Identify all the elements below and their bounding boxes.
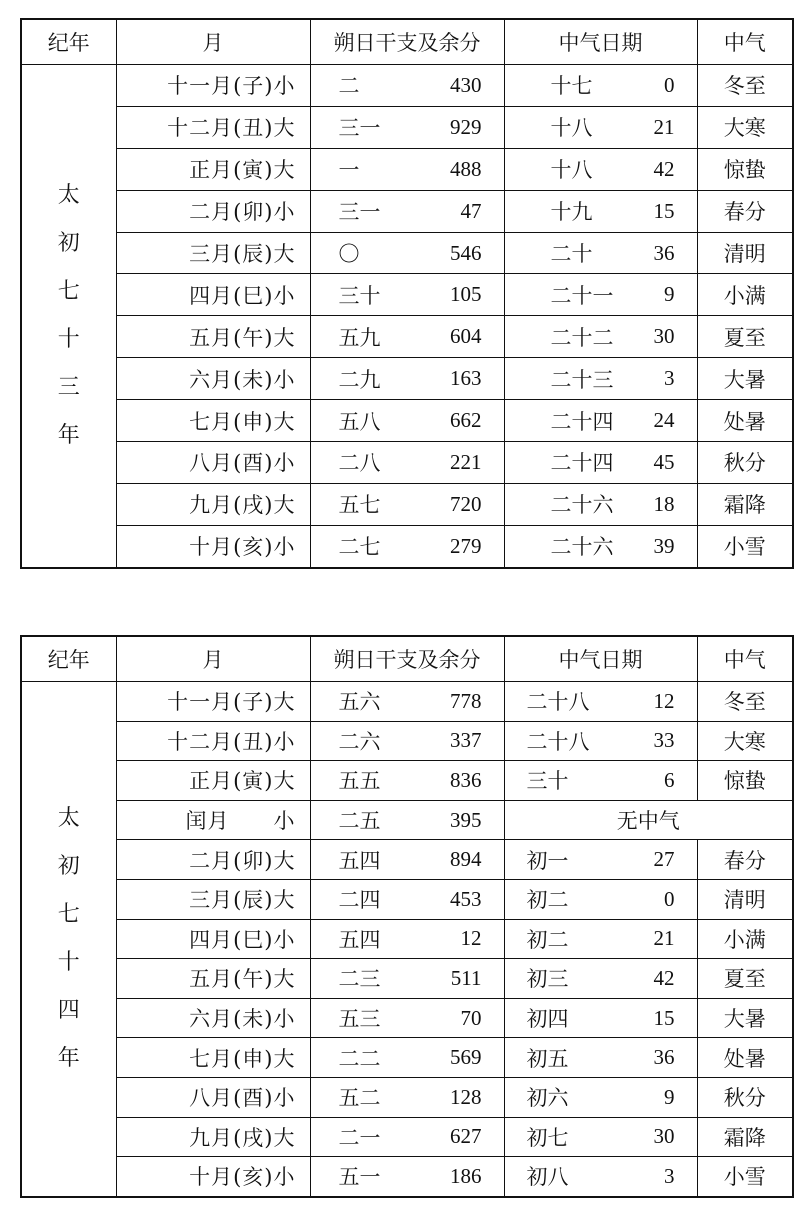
month-cell: 十一月(子)小 — [116, 65, 310, 107]
table-row — [21, 1157, 793, 1197]
calendar-table-year-74 — [20, 635, 794, 1198]
table-row — [21, 1117, 793, 1157]
zhongqi-remainder: 3 — [664, 1163, 675, 1188]
syzygy-cell — [310, 190, 504, 232]
syzygy-cell — [310, 761, 504, 801]
zhongqi-remainder: 6 — [664, 767, 675, 792]
zhongqi-name-cell: 冬至 — [697, 682, 793, 722]
zhongqi-date-cell — [504, 919, 697, 959]
zhongqi-remainder: 0 — [664, 72, 675, 97]
zhongqi-name-cell: 小雪 — [697, 525, 793, 567]
zhongqi-name-cell: 大寒 — [697, 106, 793, 148]
zhongqi-date-cell — [504, 525, 697, 567]
zhongqi-name-cell: 小满 — [697, 919, 793, 959]
zhongqi-remainder: 39 — [653, 533, 675, 558]
zhongqi-date-cell — [504, 232, 697, 274]
syzygy-cell — [310, 148, 504, 190]
zhongqi-date-cell — [504, 721, 697, 761]
remainder-value: 12 — [460, 926, 482, 951]
syzygy-cell — [310, 682, 504, 722]
table-row — [21, 148, 793, 190]
month-cell: 四月(巳)小 — [116, 274, 310, 316]
month-cell: 六月(未)小 — [116, 998, 310, 1038]
zhongqi-name-cell: 小雪 — [697, 1157, 793, 1197]
zhongqi-day: 初一 — [526, 848, 569, 873]
zhongqi-date-cell — [504, 483, 697, 525]
zhongqi-date-cell — [504, 190, 697, 232]
zhongqi-day: 初二 — [526, 927, 569, 952]
zhongqi-remainder: 30 — [653, 1124, 675, 1149]
month-cell: 八月(酉)小 — [116, 442, 310, 484]
header-syzygy: 朔日干支及余分 — [310, 636, 504, 682]
era-cell — [21, 65, 116, 568]
zhongqi-day: 二十八 — [526, 729, 590, 754]
syzygy-cell — [310, 721, 504, 761]
ganzhi-value: 五三 — [338, 1007, 381, 1032]
zhongqi-day: 二十六 — [550, 493, 614, 518]
zhongqi-day: 二十二 — [550, 325, 614, 350]
remainder-value: 546 — [450, 240, 482, 265]
zhongqi-date-cell — [504, 316, 697, 358]
header-zhongqi: 中气 — [697, 636, 793, 682]
remainder-value: 894 — [450, 847, 482, 872]
zhongqi-day: 三十 — [526, 769, 569, 794]
syzygy-cell — [310, 800, 504, 840]
ganzhi-value: 二七 — [338, 535, 381, 560]
table-row — [21, 959, 793, 999]
zhongqi-remainder: 9 — [664, 1084, 675, 1109]
header-era: 纪年 — [21, 19, 116, 65]
remainder-value: 836 — [450, 767, 482, 792]
zhongqi-date-cell — [504, 1117, 697, 1157]
zhongqi-day: 初三 — [526, 967, 569, 992]
zhongqi-remainder: 45 — [653, 449, 675, 474]
zhongqi-remainder: 15 — [653, 1005, 675, 1030]
ganzhi-value: 五九 — [338, 325, 381, 350]
era-char: 十 — [57, 949, 80, 975]
ganzhi-value: 五七 — [338, 493, 381, 518]
zhongqi-date-cell — [504, 400, 697, 442]
zhongqi-date-cell — [504, 65, 697, 107]
month-cell: 闰月 小 — [116, 800, 310, 840]
zhongqi-name-cell: 冬至 — [697, 65, 793, 107]
era-char: 年 — [57, 422, 80, 448]
era-char: 太 — [57, 805, 80, 831]
zhongqi-remainder: 0 — [664, 886, 675, 911]
month-cell: 三月(辰)大 — [116, 879, 310, 919]
era-char: 初 — [57, 853, 80, 879]
table-row — [21, 442, 793, 484]
era-char: 三 — [57, 374, 80, 400]
era-char: 七 — [57, 278, 80, 304]
ganzhi-value: 二四 — [338, 888, 381, 913]
zhongqi-name-cell: 秋分 — [697, 1077, 793, 1117]
zhongqi-name-cell: 大暑 — [697, 358, 793, 400]
zhongqi-day: 初七 — [526, 1125, 569, 1150]
zhongqi-day: 十九 — [550, 200, 593, 225]
month-cell: 五月(午)大 — [116, 959, 310, 999]
header-row — [21, 19, 793, 65]
table-row — [21, 879, 793, 919]
ganzhi-value: 二一 — [338, 1125, 381, 1150]
era-char: 初 — [57, 230, 80, 256]
remainder-value: 47 — [460, 198, 482, 223]
syzygy-cell — [310, 483, 504, 525]
header-zhongqi-date: 中气日期 — [504, 19, 697, 65]
zhongqi-remainder: 15 — [653, 198, 675, 223]
remainder-value: 105 — [450, 282, 482, 307]
syzygy-cell — [310, 525, 504, 567]
zhongqi-day: 十七 — [550, 74, 593, 99]
zhongqi-day: 二十三 — [550, 367, 614, 392]
zhongqi-day: 十八 — [550, 116, 593, 141]
remainder-value: 128 — [450, 1084, 482, 1109]
remainder-value: 662 — [450, 408, 482, 433]
zhongqi-name-cell: 处暑 — [697, 400, 793, 442]
month-cell: 正月(寅)大 — [116, 148, 310, 190]
ganzhi-value: 五二 — [338, 1086, 381, 1111]
zhongqi-day: 初二 — [526, 888, 569, 913]
syzygy-cell — [310, 879, 504, 919]
table-row — [21, 106, 793, 148]
remainder-value: 279 — [450, 533, 482, 558]
zhongqi-date-cell — [504, 1157, 697, 1197]
zhongqi-remainder: 21 — [653, 114, 675, 139]
month-cell: 十二月(丑)小 — [116, 721, 310, 761]
zhongqi-day: 初四 — [526, 1007, 569, 1032]
remainder-value: 929 — [450, 114, 482, 139]
month-cell: 四月(巳)小 — [116, 919, 310, 959]
ganzhi-value: 三十 — [338, 283, 381, 308]
month-cell: 十月(亥)小 — [116, 1157, 310, 1197]
month-cell: 七月(申)大 — [116, 400, 310, 442]
zhongqi-date-cell — [504, 998, 697, 1038]
era-char: 七 — [57, 901, 80, 927]
zhongqi-remainder: 3 — [664, 366, 675, 391]
era-char: 太 — [57, 182, 80, 208]
zhongqi-remainder: 30 — [653, 324, 675, 349]
zhongqi-day: 十八 — [550, 158, 593, 183]
remainder-value: 186 — [450, 1163, 482, 1188]
zhongqi-name-cell: 清明 — [697, 232, 793, 274]
table-row — [21, 316, 793, 358]
header-zhongqi: 中气 — [697, 19, 793, 65]
table-row — [21, 998, 793, 1038]
month-cell: 九月(戌)大 — [116, 1117, 310, 1157]
zhongqi-day: 初八 — [526, 1165, 569, 1190]
syzygy-cell — [310, 232, 504, 274]
syzygy-cell — [310, 274, 504, 316]
table-row — [21, 761, 793, 801]
table-row — [21, 400, 793, 442]
zhongqi-remainder: 33 — [653, 728, 675, 753]
zhongqi-name-cell: 秋分 — [697, 442, 793, 484]
month-cell: 九月(戌)大 — [116, 483, 310, 525]
month-cell: 二月(卯)小 — [116, 190, 310, 232]
era-char: 年 — [57, 1045, 80, 1071]
zhongqi-date-cell — [504, 274, 697, 316]
header-month: 月 — [116, 636, 310, 682]
month-cell: 七月(申)大 — [116, 1038, 310, 1078]
syzygy-cell — [310, 400, 504, 442]
zhongqi-day: 初六 — [526, 1086, 569, 1111]
ganzhi-value: 三一 — [338, 116, 381, 141]
zhongqi-date-cell — [504, 1038, 697, 1078]
zhongqi-name-cell: 小满 — [697, 274, 793, 316]
remainder-value: 337 — [450, 728, 482, 753]
ganzhi-value: 二六 — [338, 729, 381, 754]
table-row — [21, 1038, 793, 1078]
month-cell: 二月(卯)大 — [116, 840, 310, 880]
zhongqi-date-cell — [504, 148, 697, 190]
zhongqi-date-cell — [504, 959, 697, 999]
era-char: 四 — [57, 997, 80, 1023]
syzygy-cell — [310, 106, 504, 148]
table-row — [21, 358, 793, 400]
ganzhi-value: 五四 — [338, 848, 381, 873]
table-row — [21, 525, 793, 567]
table-row — [21, 483, 793, 525]
ganzhi-value: 二 — [338, 74, 360, 99]
zhongqi-name-cell: 霜降 — [697, 483, 793, 525]
zhongqi-name-cell: 夏至 — [697, 316, 793, 358]
ganzhi-value: 二九 — [338, 367, 381, 392]
zhongqi-remainder: 42 — [653, 156, 675, 181]
table-row — [21, 232, 793, 274]
month-cell: 十一月(子)大 — [116, 682, 310, 722]
zhongqi-day: 二十八 — [526, 690, 590, 715]
syzygy-cell — [310, 959, 504, 999]
zhongqi-name-cell: 清明 — [697, 879, 793, 919]
remainder-value: 395 — [450, 807, 482, 832]
table-row — [21, 721, 793, 761]
remainder-value: 569 — [450, 1045, 482, 1070]
zhongqi-name-cell: 处暑 — [697, 1038, 793, 1078]
month-cell: 十月(亥)小 — [116, 525, 310, 567]
ganzhi-value: 五四 — [338, 927, 381, 952]
syzygy-cell — [310, 1077, 504, 1117]
table-row — [21, 800, 793, 840]
month-cell: 正月(寅)大 — [116, 761, 310, 801]
zhongqi-remainder: 18 — [653, 491, 675, 516]
month-cell: 三月(辰)大 — [116, 232, 310, 274]
syzygy-cell — [310, 1157, 504, 1197]
zhongqi-date-cell — [504, 682, 697, 722]
remainder-value: 604 — [450, 324, 482, 349]
month-cell: 十二月(丑)大 — [116, 106, 310, 148]
remainder-value: 453 — [450, 886, 482, 911]
zhongqi-date-cell — [504, 879, 697, 919]
remainder-value: 720 — [450, 491, 482, 516]
zhongqi-day: 二十四 — [550, 409, 614, 434]
remainder-value: 627 — [450, 1124, 482, 1149]
era-cell — [21, 682, 116, 1197]
ganzhi-value: 二二 — [338, 1046, 381, 1071]
ganzhi-value: 二五 — [338, 809, 381, 834]
syzygy-cell — [310, 1117, 504, 1157]
zhongqi-date-cell — [504, 358, 697, 400]
header-era: 纪年 — [21, 636, 116, 682]
zhongqi-day: 二十四 — [550, 451, 614, 476]
zhongqi-remainder: 12 — [653, 688, 675, 713]
zhongqi-remainder: 9 — [664, 282, 675, 307]
zhongqi-name-cell: 惊蛰 — [697, 761, 793, 801]
zhongqi-date-cell — [504, 442, 697, 484]
zhongqi-name-cell: 春分 — [697, 840, 793, 880]
zhongqi-remainder: 42 — [653, 965, 675, 990]
remainder-value: 221 — [450, 449, 482, 474]
syzygy-cell — [310, 1038, 504, 1078]
header-zhongqi-date: 中气日期 — [504, 636, 697, 682]
table-row — [21, 274, 793, 316]
zhongqi-name-cell: 惊蛰 — [697, 148, 793, 190]
zhongqi-remainder: 21 — [653, 926, 675, 951]
ganzhi-value: 五一 — [338, 1165, 381, 1190]
ganzhi-value: 一 — [338, 158, 360, 183]
zhongqi-name-cell: 夏至 — [697, 959, 793, 999]
header-syzygy: 朔日干支及余分 — [310, 19, 504, 65]
zhongqi-date-cell — [504, 840, 697, 880]
remainder-value: 163 — [450, 366, 482, 391]
remainder-value: 488 — [450, 156, 482, 181]
zhongqi-remainder: 36 — [653, 240, 675, 265]
era-char: 十 — [57, 326, 80, 352]
zhongqi-date-cell — [504, 1077, 697, 1117]
table-row — [21, 190, 793, 232]
no-zhongqi-cell: 无中气 — [504, 800, 793, 840]
ganzhi-value: 五六 — [338, 690, 381, 715]
remainder-value: 430 — [450, 72, 482, 97]
table-row — [21, 682, 793, 722]
zhongqi-remainder: 36 — [653, 1045, 675, 1070]
month-cell: 八月(酉)小 — [116, 1077, 310, 1117]
zhongqi-name-cell: 霜降 — [697, 1117, 793, 1157]
syzygy-cell — [310, 316, 504, 358]
zhongqi-name-cell: 大暑 — [697, 998, 793, 1038]
zhongqi-date-cell — [504, 106, 697, 148]
remainder-value: 70 — [460, 1005, 482, 1030]
table-row — [21, 65, 793, 107]
zhongqi-day: 初五 — [526, 1046, 569, 1071]
remainder-value: 778 — [450, 688, 482, 713]
syzygy-cell — [310, 358, 504, 400]
month-cell: 六月(未)小 — [116, 358, 310, 400]
zhongqi-name-cell: 春分 — [697, 190, 793, 232]
header-month: 月 — [116, 19, 310, 65]
calendar-table-year-73 — [20, 18, 794, 569]
remainder-value: 511 — [450, 965, 482, 990]
syzygy-cell — [310, 65, 504, 107]
syzygy-cell — [310, 442, 504, 484]
syzygy-cell — [310, 840, 504, 880]
zhongqi-date-cell — [504, 761, 697, 801]
syzygy-cell — [310, 919, 504, 959]
ganzhi-value: 五八 — [338, 409, 381, 434]
zhongqi-remainder: 27 — [653, 847, 675, 872]
zhongqi-day: 二十一 — [550, 283, 614, 308]
table-row — [21, 840, 793, 880]
ganzhi-value: 二三 — [338, 967, 381, 992]
table-row — [21, 919, 793, 959]
month-cell: 五月(午)大 — [116, 316, 310, 358]
zhongqi-day: 二十 — [550, 242, 593, 266]
ganzhi-value: 〇 — [338, 242, 360, 266]
ganzhi-value: 五五 — [338, 769, 381, 794]
zhongqi-day: 二十六 — [550, 535, 614, 560]
syzygy-cell — [310, 998, 504, 1038]
ganzhi-value: 三一 — [338, 200, 381, 225]
header-row — [21, 636, 793, 682]
table-row — [21, 1077, 793, 1117]
zhongqi-remainder: 24 — [653, 408, 675, 433]
zhongqi-name-cell: 大寒 — [697, 721, 793, 761]
ganzhi-value: 二八 — [338, 451, 381, 476]
